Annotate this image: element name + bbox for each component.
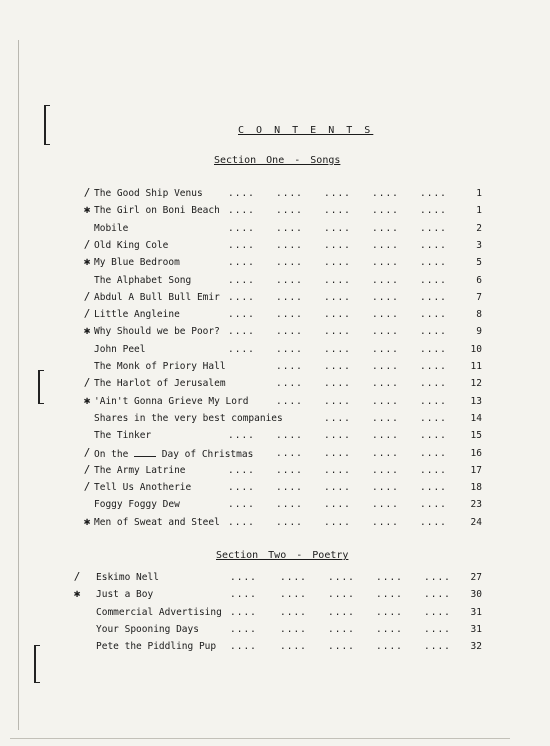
blank-fill-line <box>134 448 156 457</box>
leader-dots: .... <box>230 572 257 583</box>
leader-dots: .... <box>228 482 255 494</box>
page-title: C O N T E N T S <box>238 125 374 136</box>
leader-dots: .... <box>424 589 451 601</box>
leader-dots: .... <box>324 205 351 217</box>
leader-dots: .... <box>328 623 355 635</box>
entry-page-number: 30 <box>470 589 482 601</box>
leader-dots: .... <box>276 378 303 390</box>
leader-dots: .... <box>276 516 303 528</box>
contents-entry <box>0 223 550 237</box>
entry-page-number: 1 <box>476 205 482 217</box>
leader-dots: .... <box>420 499 447 511</box>
leader-dots: .... <box>276 447 303 459</box>
leader-dots: .... <box>420 482 447 494</box>
leader-dots: .... <box>372 291 399 303</box>
leader-dots: .... <box>328 641 355 653</box>
contents-entry <box>0 482 550 496</box>
leader-dots: .... <box>324 499 351 511</box>
leader-dots: .... <box>228 188 255 199</box>
leader-dots: .... <box>420 447 447 459</box>
leader-dots: .... <box>420 309 447 321</box>
entry-title: Why Should we be Poor? <box>94 326 220 338</box>
entry-page-number: 17 <box>470 464 482 476</box>
entry-title: 'Ain't Gonna Grieve My Lord <box>94 395 249 407</box>
leader-dots: .... <box>324 361 351 372</box>
annotation-mark: / <box>83 289 91 303</box>
leader-dots: .... <box>276 326 303 338</box>
entry-page-number: 18 <box>470 482 482 494</box>
leader-dots: .... <box>372 464 399 476</box>
contents-entry <box>0 309 550 323</box>
leader-dots: .... <box>420 412 447 424</box>
entry-title-part: On the <box>94 448 129 460</box>
leader-dots: .... <box>280 641 307 653</box>
leader-dots: .... <box>276 361 303 372</box>
entry-title: Pete the Piddling Pup <box>96 641 217 653</box>
leader-dots: .... <box>324 395 351 407</box>
entry-title: My Blue Bedroom <box>94 257 180 269</box>
entry-title: John Peel <box>94 343 146 355</box>
leader-dots: .... <box>228 257 255 269</box>
leader-dots: .... <box>328 589 355 601</box>
leader-dots: .... <box>276 430 303 442</box>
leader-dots: .... <box>328 606 355 618</box>
leader-dots: .... <box>228 274 255 286</box>
leader-dots: .... <box>276 188 303 199</box>
entry-title: The Army Latrine <box>94 464 186 476</box>
leader-dots: .... <box>276 464 303 476</box>
entry-page-number: 12 <box>470 378 482 390</box>
leader-dots: .... <box>372 188 399 199</box>
leader-dots: .... <box>420 516 447 528</box>
entry-page-number: 1 <box>476 188 482 199</box>
entry-title <box>94 448 253 460</box>
entry-title: Foggy Foggy Dew <box>94 499 180 511</box>
contents-entry <box>0 393 550 410</box>
leader-dots: .... <box>276 274 303 286</box>
entry-title: Old King Cole <box>94 239 169 251</box>
entry-title: Abdul A Bull Bull Emir <box>94 291 220 303</box>
contents-entry <box>0 413 550 427</box>
annotation-mark: / <box>83 462 91 476</box>
entry-page-number: 27 <box>470 572 482 583</box>
entry-title: Commercial Advertising <box>96 606 222 618</box>
contents-entry <box>0 188 550 202</box>
leader-dots: .... <box>228 343 255 355</box>
leader-dots: .... <box>372 395 399 407</box>
page-bottom-line <box>10 738 510 739</box>
entry-title: The Alphabet Song <box>94 274 192 286</box>
leader-dots: .... <box>420 188 447 199</box>
entry-page-number: 32 <box>470 641 482 653</box>
entry-title: The Good Ship Venus <box>94 188 203 199</box>
leader-dots: .... <box>324 291 351 303</box>
leader-dots: .... <box>372 222 399 234</box>
contents-entry <box>0 275 550 289</box>
entry-page-number: 31 <box>470 606 482 618</box>
leader-dots: .... <box>228 205 255 217</box>
leader-dots: .... <box>276 222 303 234</box>
leader-dots: .... <box>372 343 399 355</box>
leader-dots: .... <box>324 309 351 321</box>
entry-page-number: 14 <box>470 412 482 424</box>
entry-page-number: 16 <box>470 447 482 459</box>
contents-entry <box>0 445 550 462</box>
leader-dots: .... <box>228 499 255 511</box>
leader-dots: .... <box>372 361 399 372</box>
leader-dots: .... <box>420 222 447 234</box>
leader-dots: .... <box>372 499 399 511</box>
leader-dots: .... <box>372 378 399 390</box>
contents-entry <box>0 624 550 638</box>
leader-dots: .... <box>230 641 257 653</box>
entry-title: Mobile <box>94 222 129 234</box>
leader-dots: .... <box>372 326 399 338</box>
leader-dots: .... <box>376 572 403 583</box>
leader-dots: .... <box>324 274 351 286</box>
entry-title: Men of Sweat and Steel <box>94 516 220 528</box>
contents-entry <box>0 378 550 392</box>
entry-page-number: 23 <box>470 499 482 511</box>
leader-dots: .... <box>230 606 257 618</box>
leader-dots: .... <box>324 412 351 424</box>
leader-dots: .... <box>376 589 403 601</box>
leader-dots: .... <box>276 257 303 269</box>
leader-dots: .... <box>372 447 399 459</box>
contents-entry <box>0 344 550 358</box>
entry-page-number: 24 <box>470 516 482 528</box>
leader-dots: .... <box>324 430 351 442</box>
leader-dots: .... <box>420 257 447 269</box>
leader-dots: .... <box>324 378 351 390</box>
entry-page-number: 10 <box>470 343 482 355</box>
annotation-mark: / <box>73 570 81 583</box>
leader-dots: .... <box>276 343 303 355</box>
annotation-mark: ✱ <box>83 393 91 407</box>
contents-entry <box>0 326 550 340</box>
contents-entry <box>0 237 550 254</box>
leader-dots: .... <box>324 464 351 476</box>
contents-entry <box>0 430 550 444</box>
leader-dots: .... <box>280 606 307 618</box>
entry-page-number: 7 <box>476 291 482 303</box>
leader-dots: .... <box>420 343 447 355</box>
annotation-mark: ✱ <box>73 587 81 601</box>
leader-dots: .... <box>324 188 351 199</box>
leader-dots: .... <box>372 412 399 424</box>
entry-title: Eskimo Nell <box>96 572 159 583</box>
contents-entry <box>0 641 550 655</box>
annotation-mark: ✱ <box>83 203 91 217</box>
leader-dots: .... <box>280 572 307 583</box>
leader-dots: .... <box>230 589 257 601</box>
entry-page-number: 5 <box>476 257 482 269</box>
contents-entry <box>0 462 550 479</box>
section-two-heading: Section Two - Poetry <box>216 550 349 561</box>
margin-bracket-mark <box>44 105 50 145</box>
leader-dots: .... <box>372 309 399 321</box>
entry-title: Your Spooning Days <box>96 623 199 635</box>
leader-dots: .... <box>372 430 399 442</box>
contents-entry <box>0 205 550 219</box>
entry-title: The Harlot of Jerusalem <box>94 378 226 390</box>
leader-dots: .... <box>376 623 403 635</box>
leader-dots: .... <box>420 430 447 442</box>
entry-page-number: 3 <box>476 239 482 251</box>
annotation-mark: / <box>83 186 91 199</box>
annotation-mark: ✱ <box>83 324 91 338</box>
contents-entry <box>0 589 550 603</box>
section-one-heading: Section One - Songs <box>214 155 341 166</box>
leader-dots: .... <box>420 361 447 372</box>
contents-entry <box>0 514 550 531</box>
leader-dots: .... <box>280 623 307 635</box>
leader-dots: .... <box>372 274 399 286</box>
leader-dots: .... <box>228 239 255 251</box>
contents-entry <box>0 572 550 586</box>
leader-dots: .... <box>420 395 447 407</box>
leader-dots: .... <box>420 274 447 286</box>
leader-dots: .... <box>420 291 447 303</box>
entry-title: Tell Us Anotherie <box>94 482 192 494</box>
leader-dots: .... <box>228 326 255 338</box>
leader-dots: .... <box>228 516 255 528</box>
leader-dots: .... <box>324 516 351 528</box>
leader-dots: .... <box>376 606 403 618</box>
leader-dots: .... <box>324 343 351 355</box>
contents-entry <box>0 257 550 271</box>
annotation-mark: ✱ <box>83 514 91 528</box>
leader-dots: .... <box>228 309 255 321</box>
leader-dots: .... <box>228 291 255 303</box>
entry-page-number: 31 <box>470 623 482 635</box>
leader-dots: .... <box>372 239 399 251</box>
annotation-mark: ✱ <box>83 255 91 269</box>
annotation-mark: / <box>83 307 91 321</box>
leader-dots: .... <box>328 572 355 583</box>
leader-dots: .... <box>424 606 451 618</box>
leader-dots: .... <box>280 589 307 601</box>
leader-dots: .... <box>276 205 303 217</box>
leader-dots: .... <box>372 482 399 494</box>
leader-dots: .... <box>420 239 447 251</box>
leader-dots: .... <box>276 309 303 321</box>
leader-dots: .... <box>324 447 351 459</box>
entry-page-number: 8 <box>476 309 482 321</box>
entry-title-part: Day of Christmas <box>161 448 254 460</box>
leader-dots: .... <box>424 623 451 635</box>
entry-page-number: 6 <box>476 274 482 286</box>
leader-dots: .... <box>324 222 351 234</box>
annotation-mark: / <box>83 376 91 390</box>
leader-dots: .... <box>324 326 351 338</box>
entry-title: The Monk of Priory Hall <box>94 361 226 372</box>
leader-dots: .... <box>424 572 451 583</box>
contents-entry <box>0 361 550 375</box>
entry-title: Just a Boy <box>96 589 154 601</box>
leader-dots: .... <box>276 499 303 511</box>
contents-entry <box>0 499 550 513</box>
entry-page-number: 9 <box>476 326 482 338</box>
entry-title: Shares in the very best companies <box>94 412 283 424</box>
leader-dots: .... <box>372 257 399 269</box>
leader-dots: .... <box>420 326 447 338</box>
entry-title: The Tinker <box>94 430 152 442</box>
leader-dots: .... <box>324 239 351 251</box>
leader-dots: .... <box>276 395 303 407</box>
leader-dots: .... <box>420 205 447 217</box>
leader-dots: .... <box>324 482 351 494</box>
entry-page-number: 15 <box>470 430 482 442</box>
leader-dots: .... <box>276 482 303 494</box>
leader-dots: .... <box>372 516 399 528</box>
leader-dots: .... <box>376 641 403 653</box>
leader-dots: .... <box>228 222 255 234</box>
entry-title: Little Angleine <box>94 309 180 321</box>
contents-entry <box>0 607 550 621</box>
annotation-mark: / <box>83 445 91 459</box>
annotation-mark: / <box>83 237 91 251</box>
leader-dots: .... <box>230 623 257 635</box>
leader-dots: .... <box>276 239 303 251</box>
contents-entry <box>0 289 550 306</box>
annotation-mark: / <box>83 480 91 494</box>
leader-dots: .... <box>228 430 255 442</box>
leader-dots: .... <box>424 641 451 653</box>
leader-dots: .... <box>324 257 351 269</box>
leader-dots: .... <box>228 464 255 476</box>
leader-dots: .... <box>372 205 399 217</box>
entry-title: The Girl on Boni Beach <box>94 205 220 217</box>
entry-page-number: 2 <box>476 222 482 234</box>
entry-page-number: 13 <box>470 395 482 407</box>
leader-dots: .... <box>276 291 303 303</box>
entry-page-number: 11 <box>470 361 482 372</box>
leader-dots: .... <box>420 464 447 476</box>
leader-dots: .... <box>420 378 447 390</box>
